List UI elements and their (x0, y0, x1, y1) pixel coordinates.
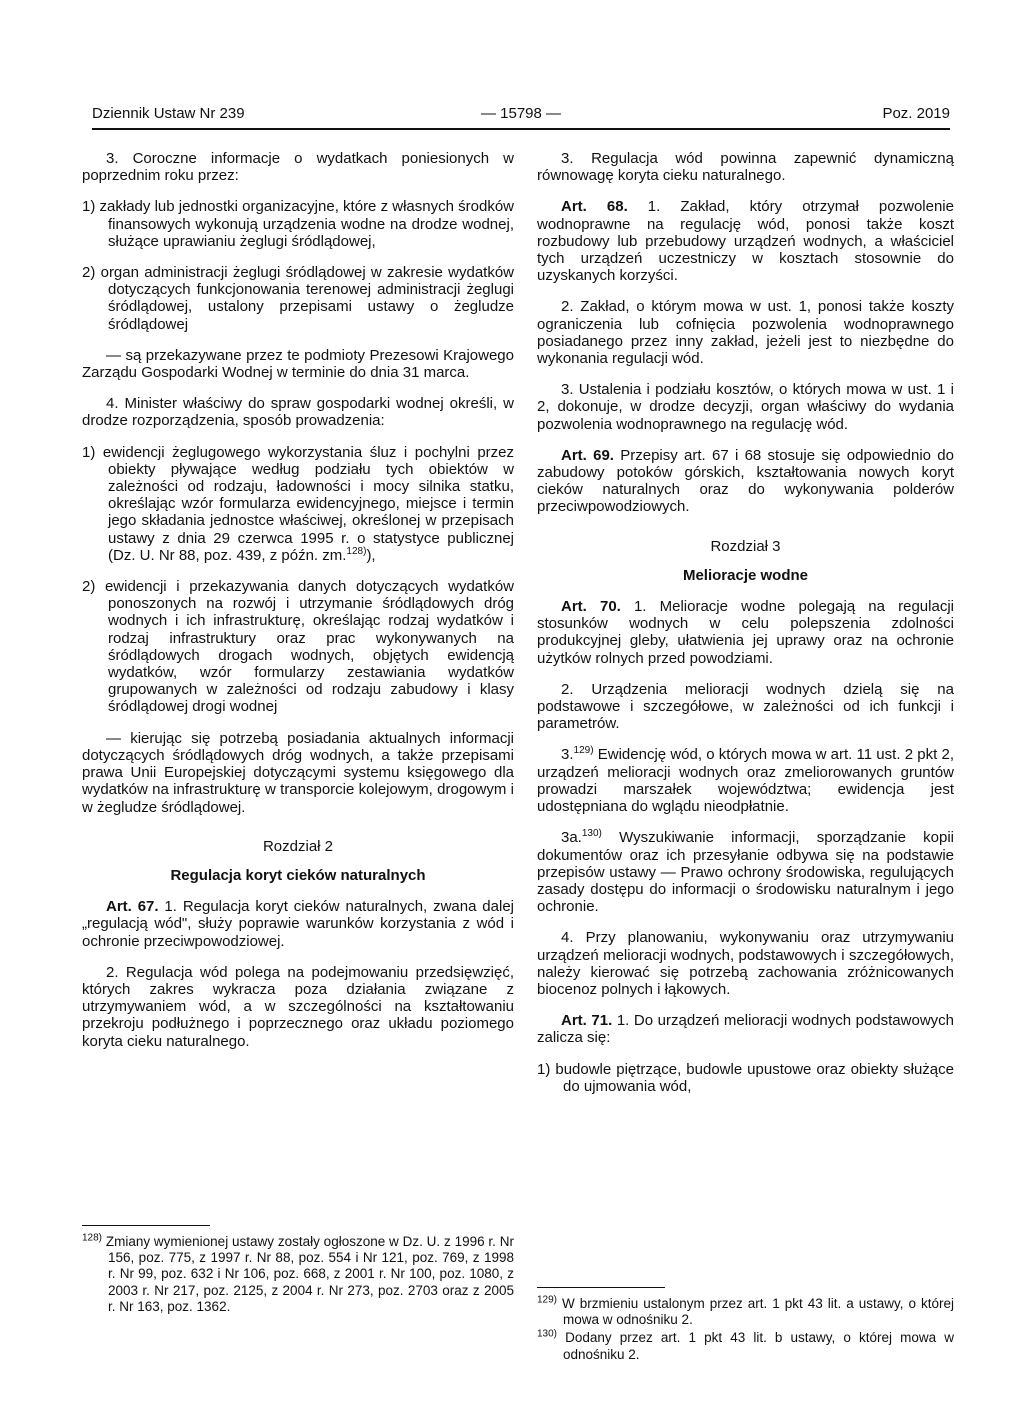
paragraph-3-tail: — są przekazywane przez te podmioty Prezesowi Krajowego Zarządu Gospodarki Wodnej w terminie do dnia 31 marca. (82, 346, 514, 382)
chapter-title: Melioracje wodne (682, 566, 809, 584)
list-item-1: 1) ewidencji żeglugowego wykorzystania śluz i pochylni przez obiekty pływające według podziału tych obiektów w zależności od rodzaju, ładowności i mocy silnika statku, określając wzór formularza ewidencyjnego, miejsce i termin jego składania jednostce właściwej, określonej w przepisach ustawy z dnia 29 czerwca 1995 r. o statystyce publicznej (Dz. U. Nr 88, poz. 439, z późn. zm.$^{128)}$), (82, 443, 514, 564)
footnotes-left (82, 1234, 514, 1317)
footnotes-right (537, 1296, 954, 1365)
footnote-ref-129: 129) (573, 745, 594, 757)
paragraph-3: 3. Coroczne informacje o wydatkach poniesionych w poprzednim roku przez: (82, 150, 514, 185)
article-label: Art. 67. (106, 898, 159, 916)
article-label: Art. 68. (561, 198, 628, 216)
chapter-title: Regulacja koryt cieków naturalnych (170, 866, 426, 884)
article-70-paragraph-2: 2. Urządzenia melioracji wodnych dzielą się na podstawowe i szczegółowe, w zależności od ich funkcji i parametrów. (537, 680, 954, 733)
paragraph-4: 4. Minister właściwy do spraw gospodarki wodnej określi, w drodze rozporządzenia, sposób prowadzenia: (82, 395, 514, 430)
list-item-2: 2) ewidencji i przekazywania danych dotyczących wydatków ponoszonych na rozwój i utrzymanie śródlądowych dróg wodnych i ich infrastrukturę, określając rodzaj wydatków i rodzaj infrastruktury oraz prac wykonywanych na śródlądowych drogach wodnych, objętych ewidencją wydatków, wzór formularzy zestawiania wydatków grupowanych w zależności od rodzaju zabudowy i klasy śródlądowej drogi wodnej (82, 578, 514, 716)
header-rule (92, 128, 950, 130)
article-71-paragraph-1: Art. 71. 1. Do urządzeń melioracji wodnych podstawowych zalicza się: (537, 1012, 954, 1047)
footnote-129: $^{129)}$ W brzmieniu ustalonym przez art. 1 pkt 43 lit. a ustawy, o której mowa w odnośniku 2. (537, 1294, 954, 1328)
journal-title: Dziennik Ustaw Nr 239 (92, 105, 245, 122)
left-column (82, 150, 514, 1064)
footnote-ref-130: 130) (581, 828, 602, 840)
list-item-2: 2) organ administracji żeglugi śródlądowej w zakresie wydatków dotyczących funkcjonowania terenowej administracji żeglugi śródlądowej, ustalony przepisami ustawy o żegludze śródlądowej (82, 264, 514, 333)
list-item-1: 1) zakłady lub jednostki organizacyjne, które z własnych środków finansowych wykonują urządzenia wodne na drodze wodnej, służące uprawianiu żeglugi śródlądowej, (82, 198, 514, 250)
article-67-paragraph-3: 3. Regulacja wód powinna zapewnić dynamiczną równowagę koryta cieku naturalnego. (537, 150, 954, 185)
footnote-130: $^{130)}$ Dodany przez art. 1 pkt 43 lit. b ustawy, o której mowa w odnośniku 2. (537, 1328, 954, 1362)
footnote-rule (537, 1287, 665, 1288)
article-70-paragraph-1: Art. 70. 1. Melioracje wodne polegają na regulacji stosunków wodnych w celu polepszenia zdolności produkcyjnej gleby, ułatwienia jej uprawy oraz na ochronie użytków rolnych przed powodziami. (537, 598, 954, 667)
chapter-heading: Rozdział 2 (262, 837, 334, 855)
article-70-paragraph-3a: 3a.$^{130)}$ Wyszukiwanie informacji, sporządzanie kopii dokumentów oraz ich przesyłanie odbywa się na podstawie przepisów ustawy — Prawo ochrony środowiska, regulujących zasady dostępu do informacji o środowisku naturalnym i jego ochronie. (537, 828, 954, 916)
article-70-paragraph-4: 4. Przy planowaniu, wykonywaniu oraz utrzymywaniu urządzeń melioracji wodnych, podstawowych i szczegółowych, należy kierować się potrzebą zachowania zróżnicowanych biocenoz polnych i łąkowych. (537, 929, 954, 998)
article-label: Art. 70. (561, 598, 621, 616)
paragraph-4-tail: — kierując się potrzebą posiadania aktualnych informacji dotyczących śródlądowych dróg wodnych, a także przepisami prawa Unii Europejskiej dotyczącymi systemu księgowego dla wydatków na infrastrukturę w transporcie kolejowym, drogowym i w żegludze śródlądowej. (82, 729, 514, 816)
list-item-1: 1) budowle piętrzące, budowle upustowe oraz obiekty służące do ujmowania wód, (537, 1060, 954, 1095)
footnote-ref-128: 128) (346, 545, 367, 557)
article-label: Art. 69. (561, 446, 614, 464)
article-68-paragraph-2: 2. Zakład, o którym mowa w ust. 1, ponosi także koszty ograniczenia lub cofnięcia pozwolenia wodnoprawnego posiadanego przez inny zakład, jeżeli jest to niezbędne do wykonania regulacji wód. (537, 298, 954, 368)
page-number: — 15798 — (480, 105, 562, 122)
article-68-paragraph-1: Art. 68. 1. Zakład, który otrzymał pozwolenie wodnoprawne na regulację wód, ponosi także koszt rozbudowy lub przebudowy urządzeń wodnych, a właściciel tych urządzeń uczestniczy w kosztach stosownie do uzyskanych korzyści. (537, 198, 954, 285)
article-label: Art. 71. (561, 1012, 613, 1030)
page-header (92, 101, 950, 125)
article-69: Art. 69. Przepisy art. 67 i 68 stosuje się odpowiednio do zabudowy potoków górskich, kształtowania nowych koryt cieków naturalnych oraz do wykonywania polderów przeciwpowodziowych. (537, 446, 954, 516)
article-68-paragraph-3: 3. Ustalenia i podziału kosztów, o których mowa w ust. 1 i 2, dokonuje, w drodze decyzji, organ właściwy do wydania pozwolenia wodnoprawnego na regulację wód. (537, 381, 954, 433)
position-number: Poz. 2019 (882, 105, 950, 122)
article-67-paragraph-2: 2. Regulacja wód polega na podejmowaniu przedsięwzięć, których zakres wykracza poza działania związane z utrzymywaniem wód, a w szczególności na kształtowaniu przekroju podłużnego i poprzecznego oraz układu poziomego koryta cieku naturalnego. (82, 963, 514, 1050)
article-70-paragraph-3: 3.$^{129)}$ Ewidencję wód, o których mowa w art. 11 ust. 2 pkt 2, urządzeń melioracji wodnych oraz zmeliorowanych gruntów prowadzi marszałek województwa; ewidencja jest udostępniana do wglądu nieodpłatnie. (537, 745, 954, 816)
right-column (537, 150, 954, 1109)
article-67-paragraph-1: Art. 67. 1. Regulacja koryt cieków naturalnych, zwana dalej „regulacją wód", służy poprawie warunków korzystania z wód i ochronie przeciwpowodziowej. (82, 898, 514, 950)
chapter-heading: Rozdział 3 (710, 537, 781, 555)
footnote-128: $^{128)}$ Zmiany wymienionej ustawy zostały ogłoszone w Dz. U. z 1996 r. Nr 156, poz. 775, z 1997 r. Nr 88, poz. 554 i Nr 121, poz. 769, z 1998 r. Nr 99, poz. 632 i Nr 106, poz. 668, z 2001 r. Nr 100, poz. 1080, z 2003 r. Nr 217, poz. 2125, z 2004 r. Nr 273, poz. 2703 oraz z 2005 r. Nr 163, poz. 1362. (82, 1232, 514, 1314)
footnote-rule (82, 1225, 210, 1226)
